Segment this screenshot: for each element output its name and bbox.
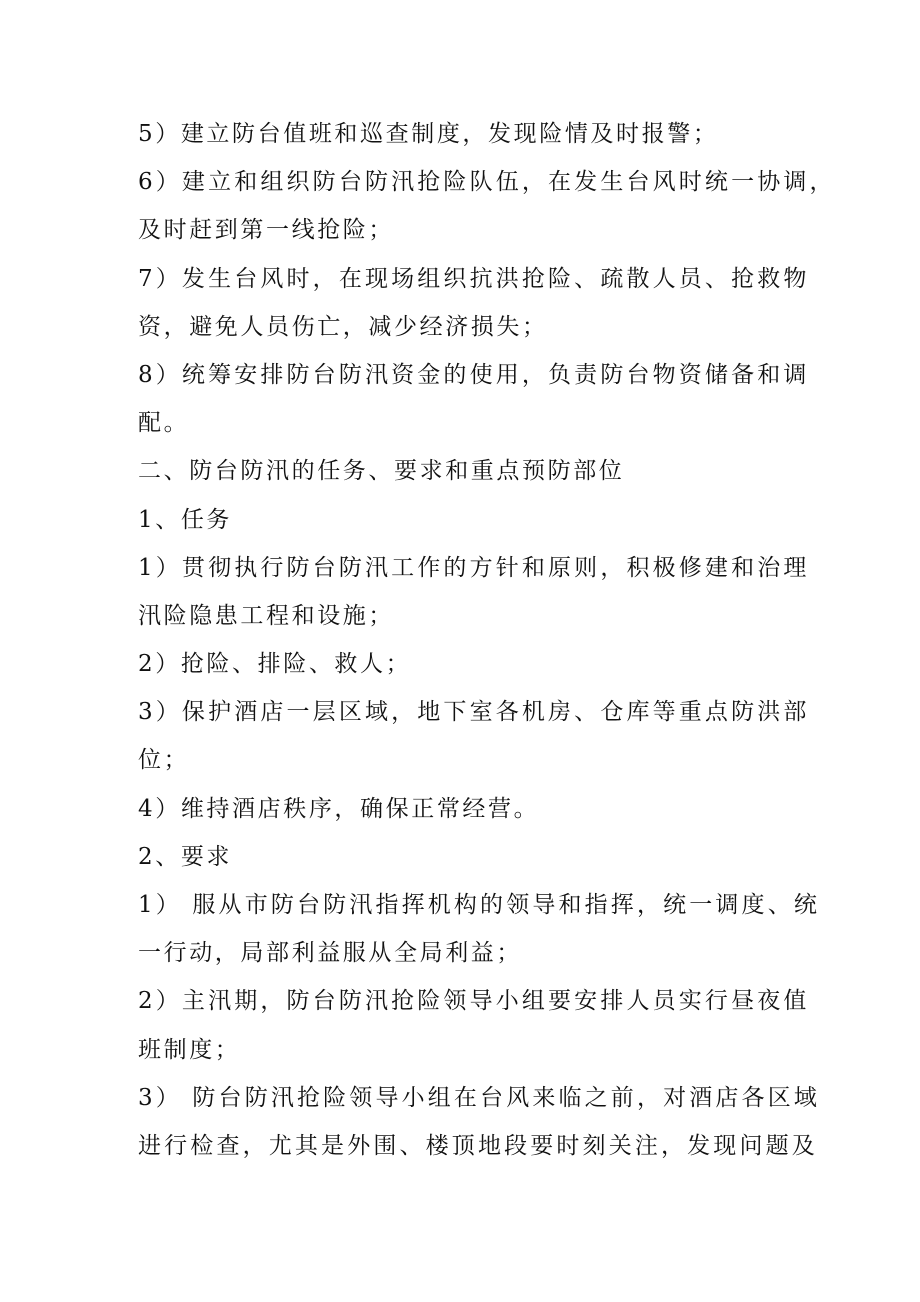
text-line: 8）统筹安排防台防汛资金的使用，负责防台物资储备和调 — [138, 361, 810, 388]
text-line: 配。 — [138, 410, 190, 437]
section-heading: 二、防台防汛的任务、要求和重点预防部位 — [138, 458, 625, 485]
document-body — [138, 110, 836, 1170]
text-line: 一行动，局部利益服从全局利益； — [138, 940, 522, 967]
text-line: 2）主汛期，防台防汛抢险领导小组要安排人员实行昼夜值 — [138, 988, 810, 1015]
text-line: 4）维持酒店秩序，确保正常经营。 — [138, 795, 540, 822]
text-line: 3）保护酒店一层区域，地下室各机房、仓库等重点防洪部 — [138, 699, 810, 726]
text-line: 5）建立防台值班和巡查制度，发现险情及时报警； — [138, 121, 719, 147]
text-line: 1） 服从市防台防汛指挥机构的领导和指挥，统一调度、统 — [138, 892, 820, 918]
subsection-heading: 2、要求 — [138, 843, 233, 870]
subsection-heading: 1、任务 — [138, 506, 233, 533]
text-line: 及时赶到第一线抢险； — [138, 217, 394, 244]
text-line: 班制度； — [138, 1036, 241, 1063]
text-line: 汛险隐患工程和设施； — [138, 602, 394, 629]
text-line: 2）抢险、排险、救人； — [138, 651, 412, 678]
text-line: 资，避免人员伤亡，减少经济损失； — [138, 313, 548, 340]
text-line: 3） 防台防汛抢险领导小组在台风来临之前，对酒店各区域 — [138, 1084, 820, 1111]
text-line: 7）发生台风时，在现场组织抗洪抢险、疏散人员、抢救物 — [138, 265, 810, 292]
text-line: 进行检查，尤其是外围、楼顶地段要时刻关注，发现问题及 — [138, 1132, 818, 1159]
text-line: 1）贯彻执行防台防汛工作的方针和原则，积极修建和治理 — [138, 554, 810, 581]
text-line: 位； — [138, 747, 190, 774]
text-line: 6）建立和组织防台防汛抢险队伍，在发生台风时统一协调， — [138, 169, 836, 196]
